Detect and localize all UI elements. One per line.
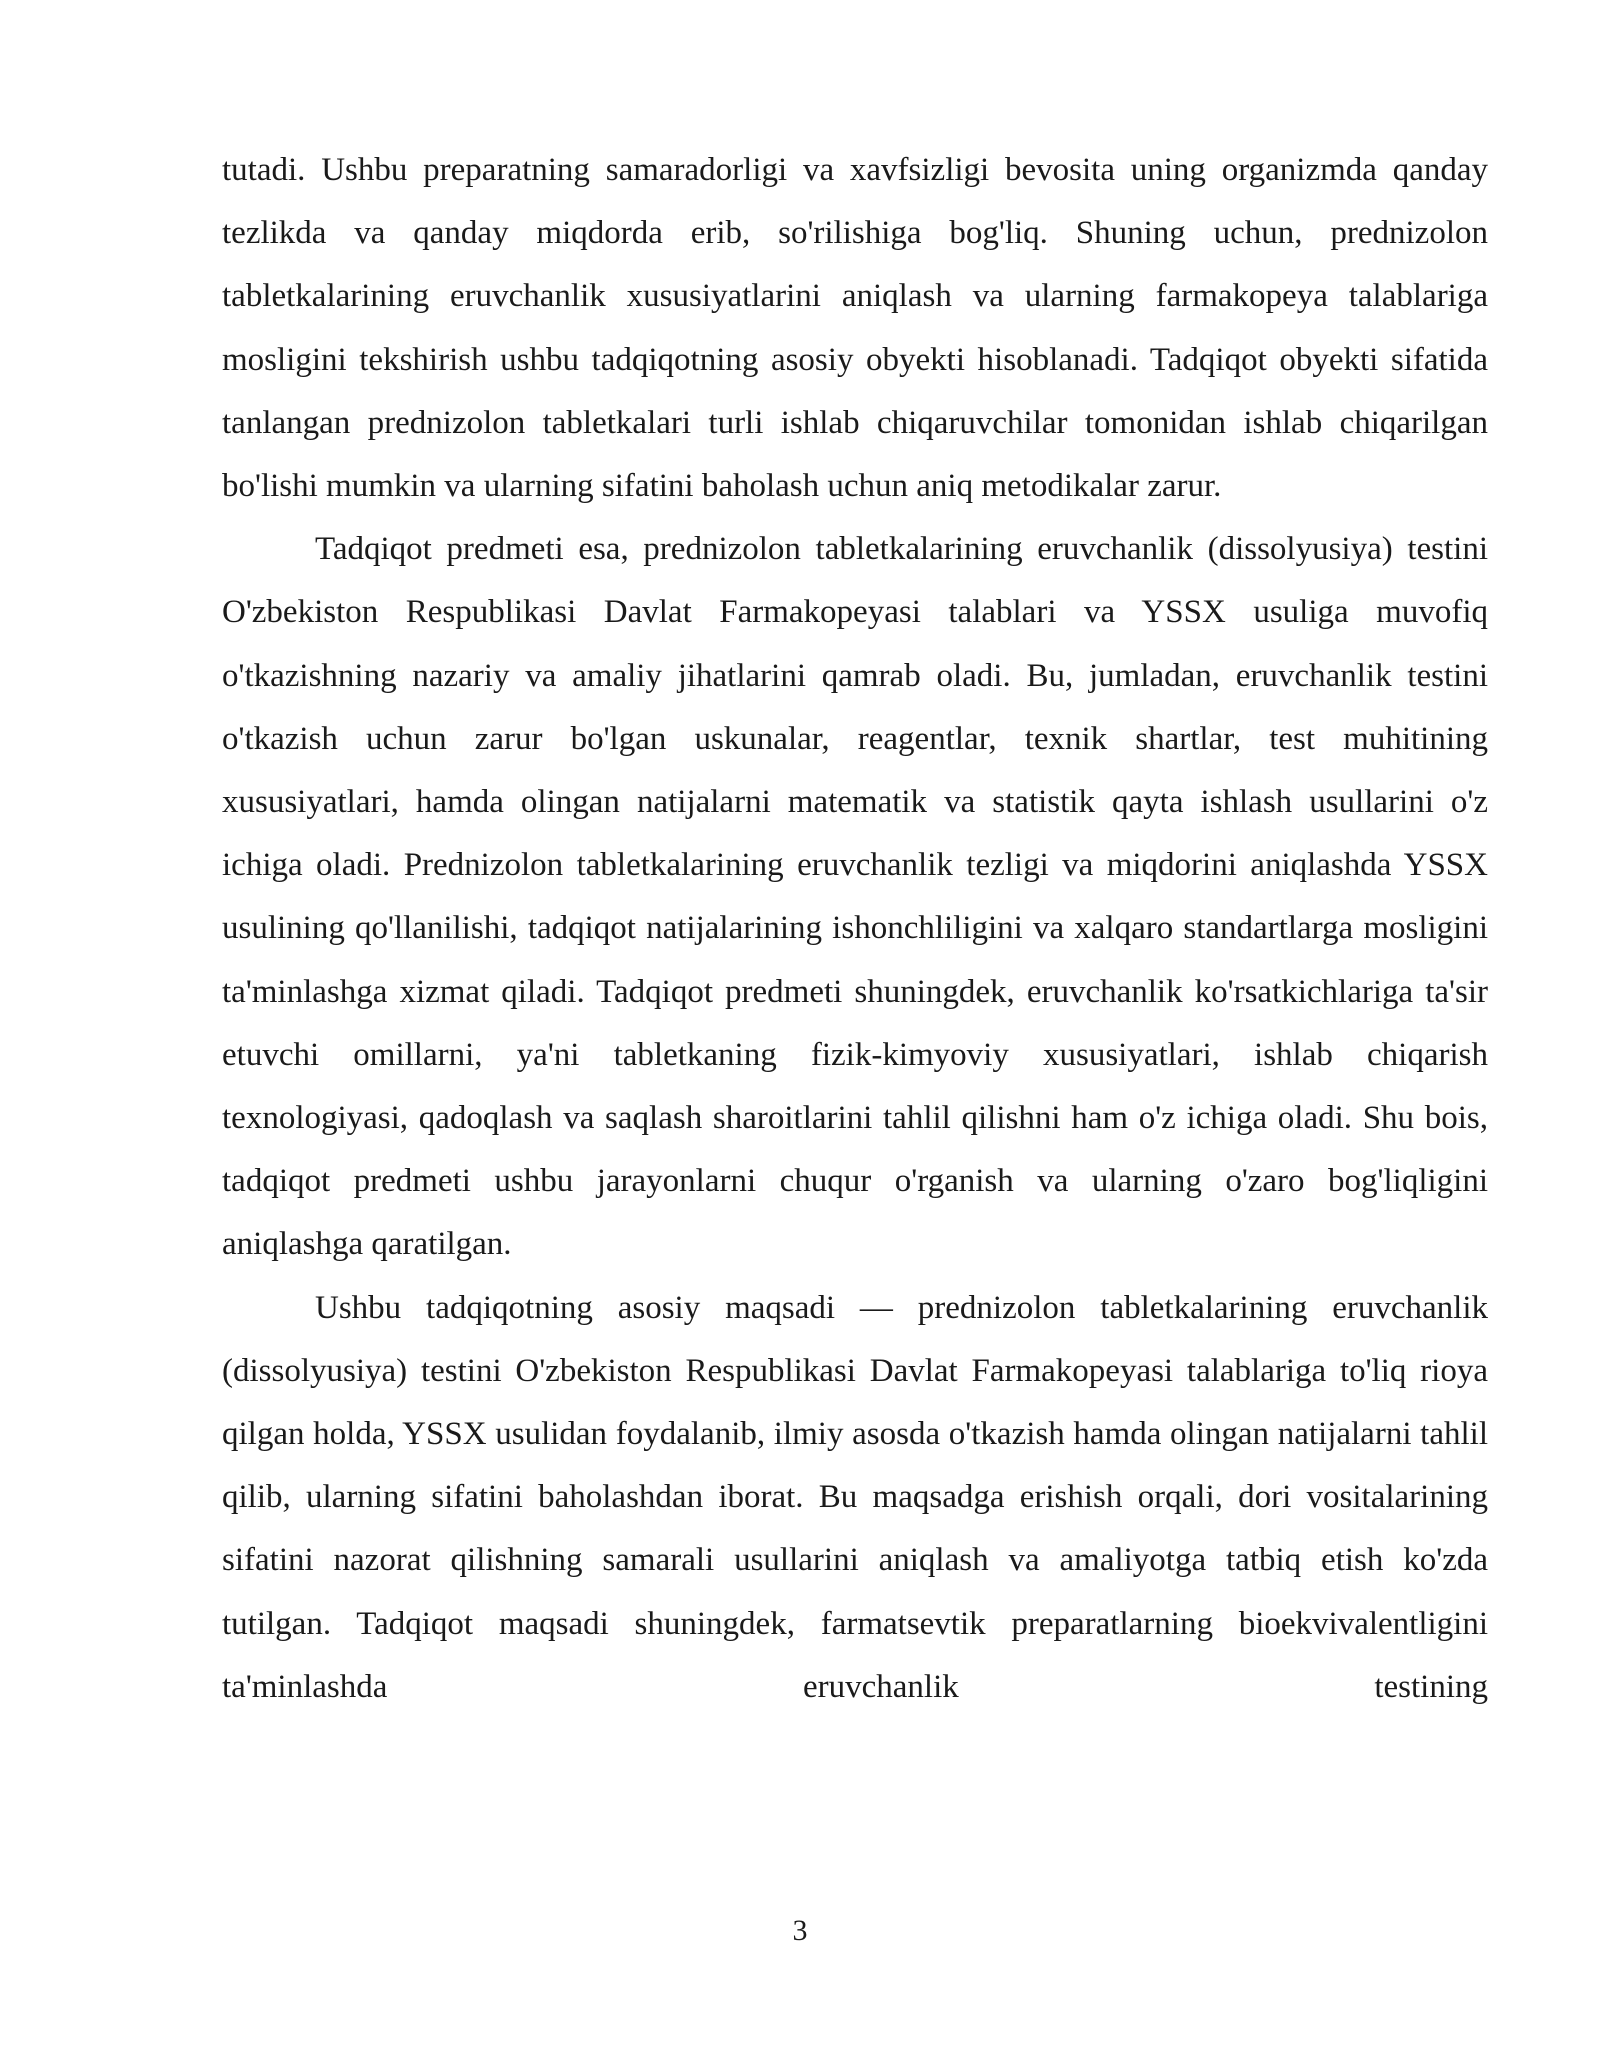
- body-text: [222, 139, 1488, 1719]
- page-number: 3: [792, 1914, 808, 1947]
- paragraph-goal: Ushbu tadqiqotning asosiy maqsadi — prednizolon tabletkalarining eruvchanlik (dissolyusiya) testini O'zbekiston Respublikasi Davlat Farmakopeyasi talablariga to'liq rioya qilgan holda, YSSX usulidan foydalanib, ilmiy asosda o'tkazish hamda olingan natijalarni tahlil qilib, ularning sifatini baholashdan iborat. Bu maqsadga erishish orqali, dori vositalarining sifatini nazorat qilishning samarali usullarini aniqlash va amaliyotga tatbiq etish ko'zda tutilgan. Tadqiqot maqsadi shuningdek, farmatsevtik preparatlarning bioekvivalentligini ta'minlashda eruvchanlik testining: [222, 1289, 1488, 1705]
- paragraph-object: tutadi. Ushbu preparatning samaradorligi va xavfsizligi bevosita uning organizmda qanday tezlikda va qanday miqdorda erib, so'rilishiga bog'liq. Shuning uchun, prednizolon tabletkalarining eruvchanlik xususiyatlarini aniqlash va ularning farmakopeya talablariga mosligini tekshirish ushbu tadqiqotning asosiy obyekti hisoblanadi. Tadqiqot obyekti sifatida tanlangan prednizolon tabletkalari turli ishlab chiqaruvchilar tomonidan ishlab chiqarilgan bo'lishi mumkin va ularning sifatini baholash uchun aniq metodikalar zarur.: [222, 152, 1488, 505]
- paragraph-subject: Tadqiqot predmeti esa, prednizolon tabletkalarining eruvchanlik (dissolyusiya) testini O'zbekiston Respublikasi Davlat Farmakopeyasi talablari va YSSX usuliga muvofiq o'tkazishning nazariy va amaliy jihatlarini qamrab oladi. Bu, jumladan, eruvchanlik testini o'tkazish uchun zarur bo'lgan uskunalar, reagentlar, texnik shartlar, test muhitining xususiyatlari, hamda olingan natijalarni matematik va statistik qayta ishlash usullarini o'z ichiga oladi. Prednizolon tabletkalarining eruvchanlik tezligi va miqdorini aniqlashda YSSX usulining qo'llanilishi, tadqiqot natijalarining ishonchliligini va xalqaro standartlarga mosligini ta'minlashga xizmat qiladi. Tadqiqot predmeti shuningdek, eruvchanlik ko'rsatkichlariga ta'sir etuvchi omillarni, ya'ni tabletkaning fizik-kimyoviy xususiyatlari, ishlab chiqarish texnologiyasi, qadoqlash va saqlash sharoitlarini tahlil qilishni ham o'z ichiga oladi. Shu bois, tadqiqot predmeti ushbu jarayonlarni chuqur o'rganish va ularning o'zaro bog'liqligini aniqlashga qaratilgan.: [222, 531, 1488, 1263]
